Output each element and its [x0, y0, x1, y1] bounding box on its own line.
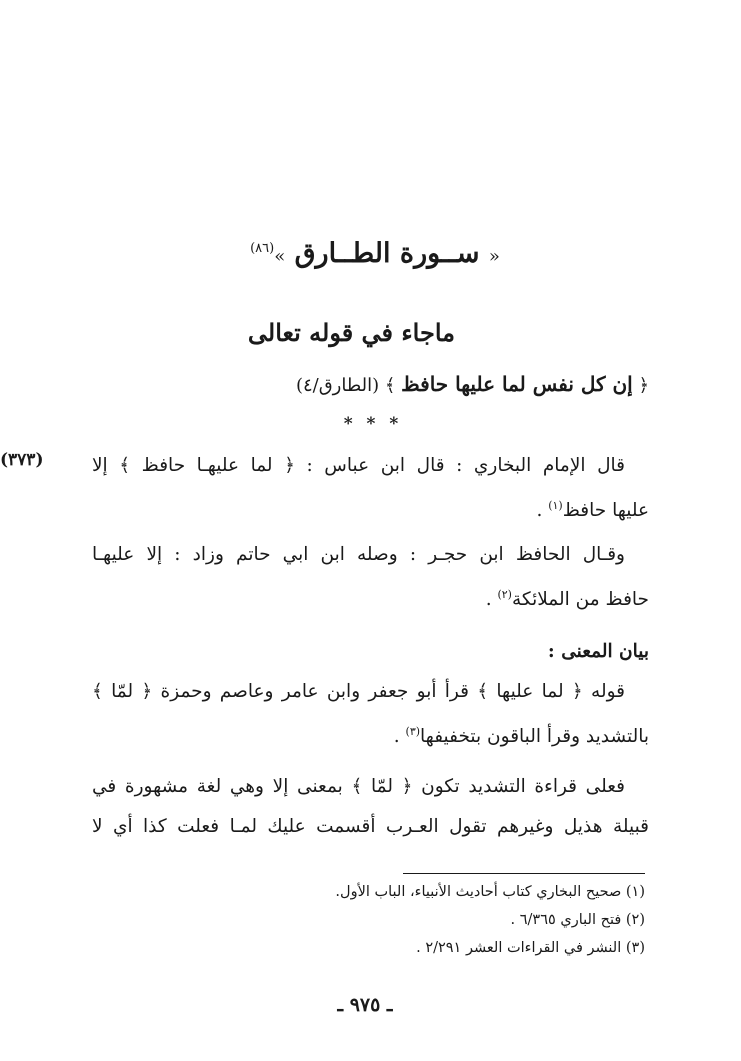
paragraph-ibn-hajar [92, 535, 649, 620]
meaning-section [92, 632, 649, 847]
verse-reference: (الطارق/٤) [295, 375, 380, 396]
page-number: ـ ٩٧٥ ـ [337, 994, 393, 1016]
paragraph-line: قبيلة هذيل وغيرهم تقول العـرب أقسمت عليك لمـا فعلت كذا أي لا [92, 816, 649, 838]
surah-name: ســورة الطــارق [294, 238, 480, 269]
paragraph-line: بالتشديد وقرأ الباقون بتخفيفها$^{(٣)}$ . [393, 725, 649, 748]
footnote-separator [403, 873, 645, 874]
meaning-title: بيان المعنى : [547, 641, 649, 662]
paragraph-line: قوله ﴿ لما عليها ﴾ قرأ أبو جعفر وابن عامر وعاصم وحمزة ﴿ لمّا ﴾ [92, 681, 625, 702]
surah-title [250, 238, 500, 269]
section-divider-stars: * * * [343, 414, 403, 434]
paragraph-bukhari [92, 446, 649, 531]
footnote-1: (١) صحيح البخاري كتاب أحاديث الأنبياء، الباب الأول. [335, 884, 645, 900]
paragraph-line: عليها حافظ$^{(١)}$ . [536, 499, 649, 522]
surah-open-bracket: « [488, 246, 500, 267]
paragraph-line: قال الإمام البخاري : قال ابن عباس : ﴿ لما عليهـا حافظ ﴾ إلا [92, 455, 625, 476]
surah-number: (٨٦) [250, 241, 275, 256]
verse-text: إن كل نفس لما عليها حافظ [401, 372, 633, 396]
paragraph-line: وقـال الحافظ ابن حجـر : وصله ابن ابي حاتم وزاد : إلا عليهـا [92, 544, 625, 565]
hadith-number: (٣٧٣) [0, 450, 44, 470]
paragraph-line: حافظ من الملائكة$^{(٢)}$ . [485, 588, 649, 611]
section-heading: ماجاء في قوله تعالى [247, 318, 455, 347]
verse-bracket-open: ﴿ [638, 375, 649, 396]
verse-bracket-close: ﴾ [384, 375, 396, 396]
footnote-2: (٢) فتح الباري ٦/٣٦٥ . [510, 912, 645, 928]
footnote-marker: (٢) [497, 588, 512, 601]
surah-close-bracket: » [274, 246, 286, 267]
quran-verse [296, 372, 649, 396]
footnote-marker: (٣) [405, 725, 421, 738]
paragraph-line: فعلى قراءة التشديد تكون ﴿ لمّا ﴾ بمعنى إلا وهي لغة مشهورة في [92, 776, 625, 798]
footnote-marker: (١) [548, 499, 563, 512]
footnote-3: (٣) النشر في القراءات العشر ٢/٢٩١ . [416, 940, 645, 956]
